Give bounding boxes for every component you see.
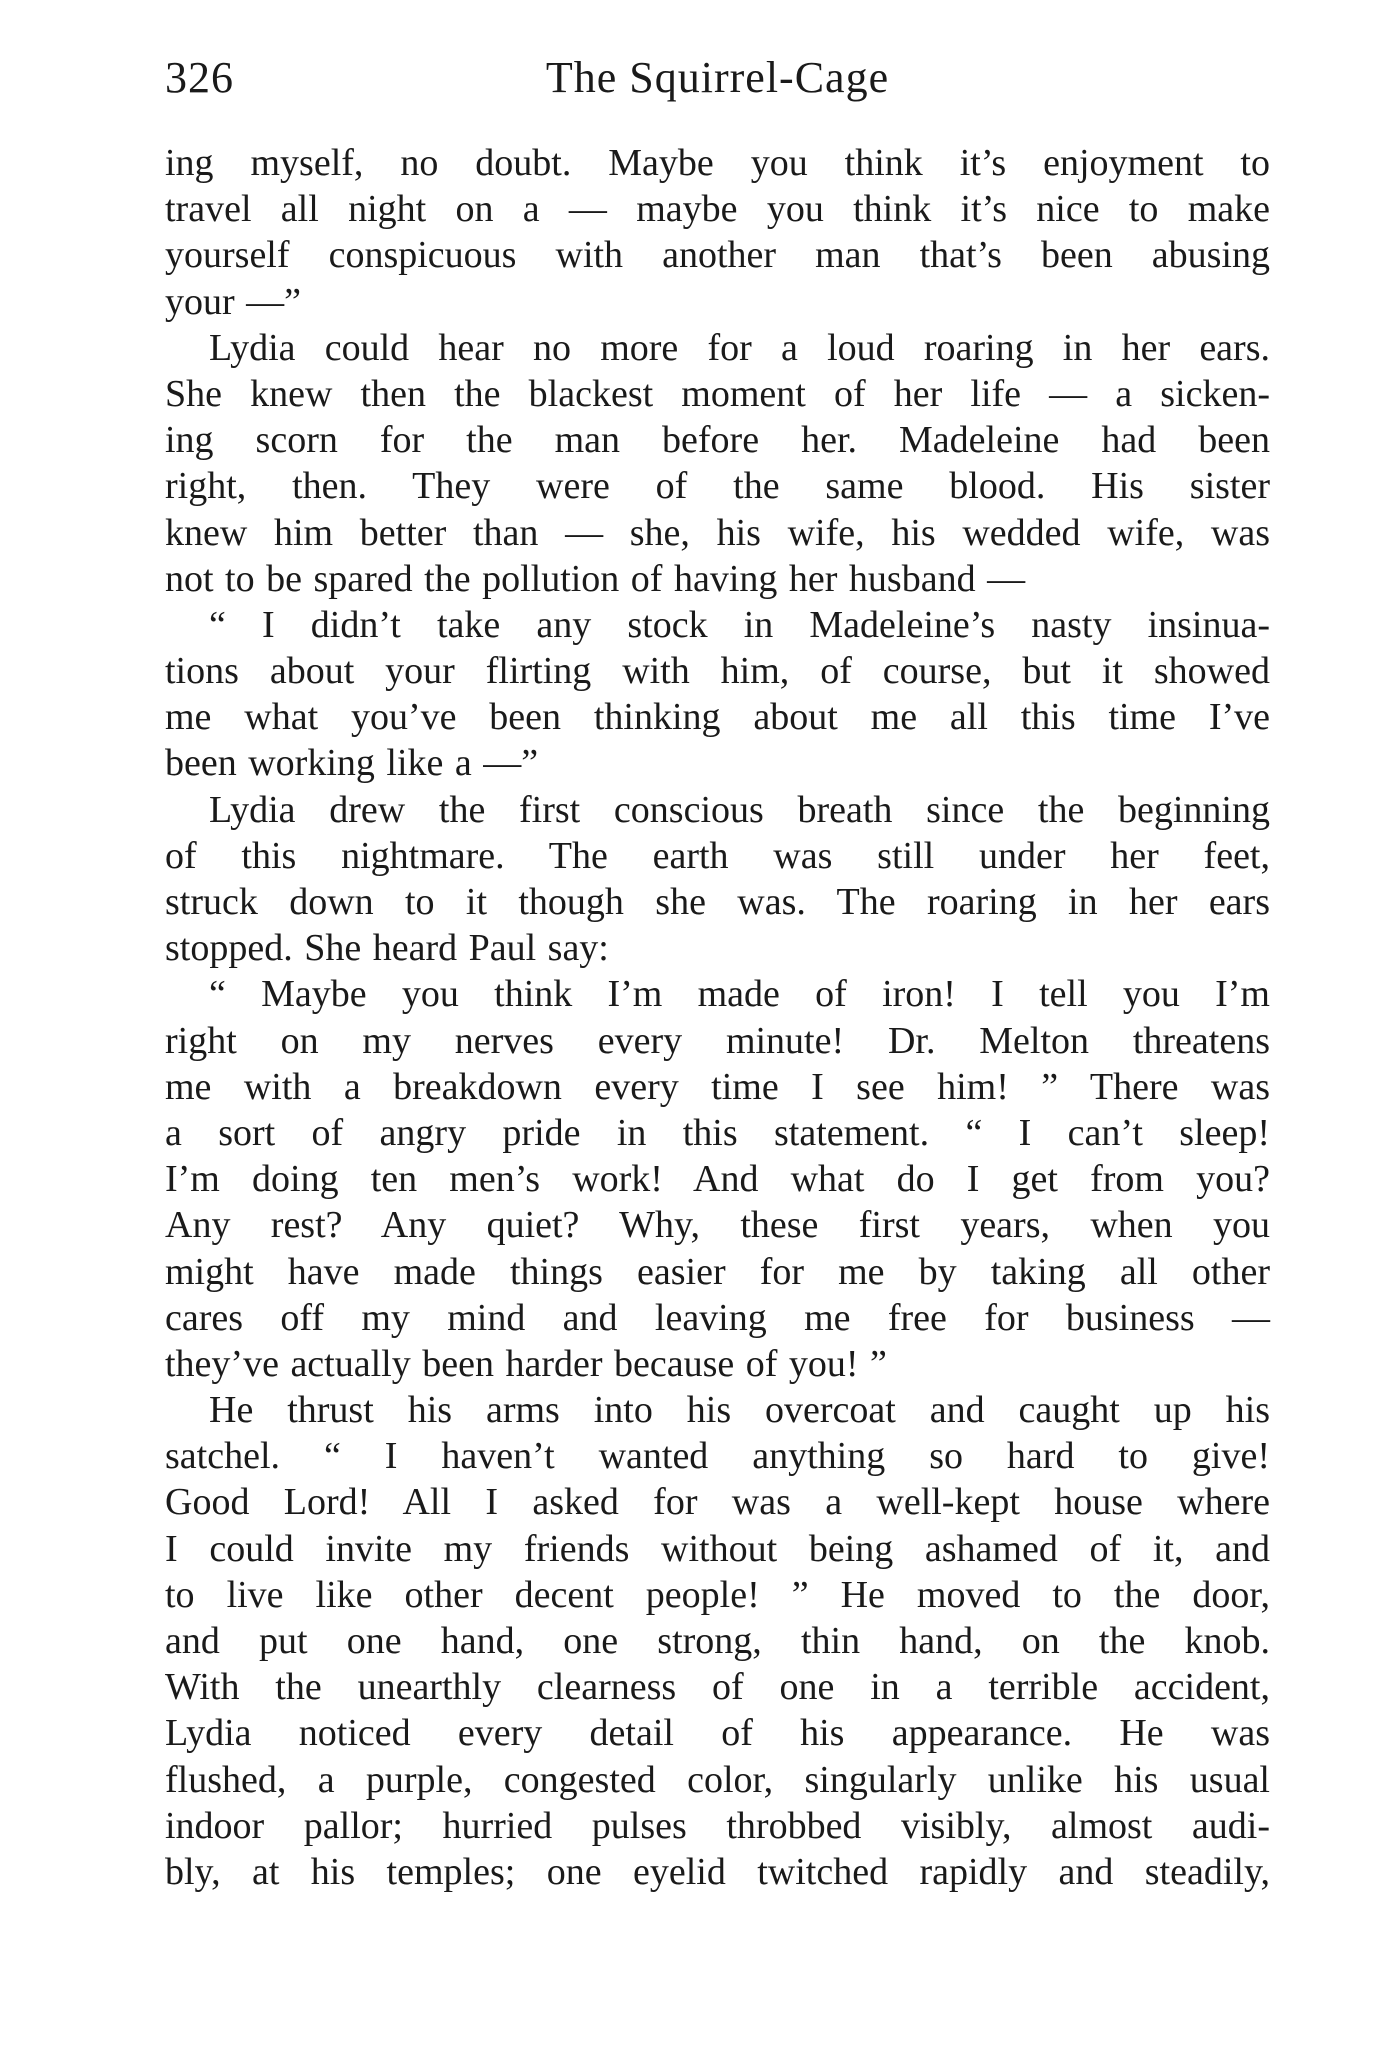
text-line: With the unearthly clearness of one in a terrible accident, [165,1666,1270,1709]
text-line: I’m doing ten men’s work! And what do I get from you? [165,1158,1270,1201]
text-line: ing myself, no doubt. Maybe you think it’s enjoyment to [165,142,1270,184]
text-line: right on my nerves every minute! Dr. Melton threatens [165,1019,1270,1062]
text-line: to live like other decent people! ” He moved to the door, [165,1573,1270,1616]
text-line: I could invite my friends without being ashamed of it, and [165,1527,1270,1570]
text-line: me with a breakdown every time I see him! ” There was [165,1065,1270,1108]
text-line: not to be spared the pollution of having her husband — [165,557,1026,600]
page-header [165,52,1270,112]
text-line: She knew then the blackest moment of her life — a sicken- [165,372,1270,415]
body-text [165,140,1270,1895]
text-line: stopped. She heard Paul say: [165,927,609,970]
text-line: Good Lord! All I asked for was a well-kept house where [165,1481,1270,1524]
text-line: tions about your flirting with him, of course, but it showed [165,650,1270,693]
text-line: a sort of angry pride in this statement. “ I can’t sleep! [165,1111,1270,1154]
text-line: yourself conspicuous with another man that’s been abusing [165,234,1270,277]
text-line: “ Maybe you think I’m made of iron! I tell you I’m [209,973,1270,1016]
text-line: satchel. “ I haven’t wanted anything so hard to give! [165,1435,1270,1478]
text-line: Lydia noticed every detail of his appearance. He was [165,1712,1270,1755]
text-line: struck down to it though she was. The roaring in her ears [165,881,1270,923]
text-line: me what you’ve been thinking about me all this time I’ve [165,696,1270,739]
text-line: of this nightmare. The earth was still under her feet, [165,834,1270,877]
text-line: travel all night on a — maybe you think it’s nice to make [165,188,1270,231]
text-line: He thrust his arms into his overcoat and caught up his [209,1389,1270,1432]
text-line: right, then. They were of the same blood. His sister [165,465,1270,508]
text-line: and put one hand, one strong, thin hand, on the knob. [165,1620,1270,1662]
text-line: knew him better than — she, his wife, his wedded wife, was [165,511,1270,554]
text-line: Lydia could hear no more for a loud roaring in her ears. [209,326,1270,369]
text-line: Any rest? Any quiet? Why, these first years, when you [165,1204,1270,1247]
text-line: your —” [165,280,302,323]
text-line: flushed, a purple, congested color, singularly unlike his usual [165,1758,1270,1801]
text-line: bly, at his temples; one eyelid twitched rapidly and steadily, [165,1850,1270,1893]
text-line: indoor pallor; hurried pulses throbbed visibly, almost audi- [165,1804,1270,1847]
running-title: The Squirrel-Cage [545,53,890,102]
text-line: they’ve actually been harder because of you! ” [165,1342,887,1385]
text-line: cares off my mind and leaving me free for business — [165,1296,1270,1339]
text-line: been working like a —” [165,742,539,785]
text-line: Lydia drew the first conscious breath since the beginning [209,788,1270,831]
text-line: ing scorn for the man before her. Madeleine had been [165,419,1270,462]
page-number: 326 [165,53,234,102]
text-line: “ I didn’t take any stock in Madeleine’s nasty insinua- [209,603,1270,646]
text-line: might have made things easier for me by taking all other [165,1250,1270,1293]
